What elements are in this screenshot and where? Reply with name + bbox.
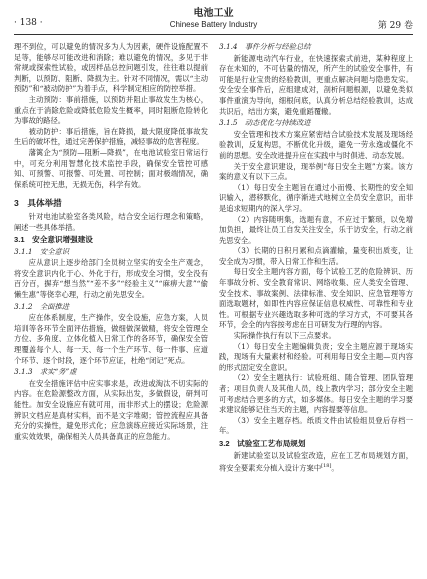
paragraph: 应在体系制度，生产操作，安全设施，应急方案，人员培训等各环节全面评估措施，做细做深做精，将安全管理全方位、多角度、立体化植入日常工作的各环节，确保安全管理覆盖每个人、每一天、每一个生产环节、每一件事、应道个环节、逐个时段，逐个环节应证，杜绝“闭记”死点。 xyxy=(14,313,208,365)
paragraph: 安全管理和技术方案应紧密结合试验技术发展及现场经验教训，反复构思，不断优化升级，避免一劳永逸或僵化不前的思想。安全改进提升应在实践中与时俱进、动态发展。 xyxy=(219,129,413,160)
paragraph: 实际操作执行有以下三点要求。 xyxy=(233,331,336,341)
list-item: （2）安全主题执行：试验班组、随合管理、团队管理者；项目负责人及其他人员，线上教内学习；部分安全主题可考虑结合更多的方式，如多媒体。每日安全主题的学习要求建议能够记住当天的主题，内容提要等信息。 xyxy=(219,373,413,415)
page-number: · 138 · xyxy=(14,18,43,28)
subsubsection-heading: 3.1.1 安全意识 xyxy=(14,246,70,256)
subsection-heading: 3.2 试验室工艺布局规划 xyxy=(219,438,306,448)
subsubsection-heading: 3.1.5 动态优化与持续改进 xyxy=(219,118,311,128)
list-item: （1）每日安全主题编辑负责；安全主题应源于现场实践，现场有大量素材和经验。可利用每日安全主题—页内容的形式固定安全意识。 xyxy=(219,341,413,372)
journal-title-english: Chinese Battery Industry xyxy=(169,20,258,29)
paragraph: 藩篱企为“预防—阻断—降损”，在电池试验室日常运行中，可充分利用智慧化技术监控手段，确保安全管控可感知、可预警、可报警、可处置、可控制；面对极端情况，确保系统可控无患，无损无伤，科学有效。 xyxy=(14,147,208,189)
header-rule xyxy=(14,34,413,35)
list-item: （2）内容随明集，选题有意，不应过于繁琐，以免增加负担，最终让员工自发关注安全，乐于访安全，行动之前先思安全。 xyxy=(219,214,413,245)
list-item: （3）安全主题存档。纸质文件由试验组员登后存档一年。 xyxy=(219,415,413,436)
page-header xyxy=(14,6,413,34)
paragraph: 主动预防：事前措施，以预防并阻止事故发生为核心，重点在于消除危险或降低危险发生概率，同时阻断危险转化为事故的路径。 xyxy=(14,94,208,126)
citation-ref[interactable]: [18] xyxy=(321,463,332,470)
volume-label: 第 29 卷 xyxy=(377,21,413,31)
journal-title: 电池工业 xyxy=(193,8,234,19)
paragraph xyxy=(219,451,413,475)
subsubsection-heading: 3.1.2 全面推进 xyxy=(14,301,70,311)
paragraph-text: 新建试验室以及试验室改造，应在工艺布局规划方面，将安全要素充分植入设计方案中 xyxy=(219,450,413,473)
paragraph: 关于安全意识建设，现举例“每日安全主题”方案。该方案的意义有以下三点。 xyxy=(219,161,413,182)
paragraph: 理不到位，可以避免的情况多为人为因素，硬件设施配置不足等，能够尽可能改进和消除；难以避免的情况，多见于非常规或探索性试验，或因样品总控问题引发，往往难以提前判断，以预防、阻断、降损为主。针对不同情况，需以“主动预防”和“被动防护”为着手点，科学制定相应的防控举措。 xyxy=(14,42,208,94)
right-column xyxy=(219,42,413,474)
paragraph: 应从意识上逐步给部门全员树立坚实的安全生产观念，将安全意识内化于心、外化于行，形成安全习惯，安全没有百分百，摒弃“想当然”“差不多”“经验主义”“麻痹大意”“偷懒生惠”等侥幸心理，行动之前先思安全。 xyxy=(14,258,208,300)
paragraph-end: 。 xyxy=(331,463,339,473)
list-item: （1）每日安全主题旨在通过小而慢、长期性的安全知识输入，潜移默化，循序渐进式地树立全员安全意识，而非是追求短期内的深入学习。 xyxy=(219,182,413,213)
journal-masthead xyxy=(14,8,413,30)
subsubsection-heading: 3.1.4 事件分析与经验总结 xyxy=(219,42,311,51)
paragraph: 新能源电动汽车行业，在快速探索式前进，某种程度上存在未知的，不可估量的情况，所产生的试验安全事件，有可能是行业宝贵的经验教训，更重点解决问题与隐患发实。安全安全事件后，应组建成对，剖析问题根源，以避免类似事件重演为导向，细根问底，认真分析总结经验教训，达成共识后，结出方案，避免重蹈覆辙。 xyxy=(219,53,413,116)
paragraph: 每日安全主题内容方面，每个试验工艺的危险辨识、历年事故分析、安全教育常识、网络收集、应人类安全管理、安全技术、事故案例、法律标准、安全知识、应急管理等方面选取题材，如即性内容应保证信息权威性、可靠性和专业性。可根据专业兴趣选取多种可选的学习方式，不可要其各环节，会全的内容按考虑在日可研发为行理的内容。 xyxy=(219,267,413,330)
subsection-heading: 3.1 安全意识增强建设 xyxy=(14,235,93,245)
paragraph: 在安全措施评估中应实事求是，改进或淘汰不切实际的内容。在危险源整改方面，从实际出发，多做假设，研判可能性。加安全设施应有就可用，而非形式上的摆设；危险源辨识文档应是真材实料，而不是文字堆砌；管控流程应具备充分的实操性，避免形式化；应急演练应接近实际场景，注重实效效果，确保相关人员具备真正的应急能力。 xyxy=(14,378,208,441)
subsubsection-heading: 3.1.3 求实“务”虚 xyxy=(14,367,77,377)
section-heading: 3 具体举措 xyxy=(14,198,62,209)
paragraph: 针对电池试验室各类风险，结合安全运行理念和策略，阐述一些具体举措。 xyxy=(14,211,208,232)
list-item: （3）长期的日积月累和点滴灌输，量变积出质变，让安全成为习惯，带入日常工作和生活。 xyxy=(219,246,413,266)
left-column xyxy=(14,42,208,442)
paragraph: 被动防护：事后措施，旨在降损，最大限度降低事故发生后的破坏性，通过完善保护措施，减轻事故的危害程度。 xyxy=(14,126,208,147)
